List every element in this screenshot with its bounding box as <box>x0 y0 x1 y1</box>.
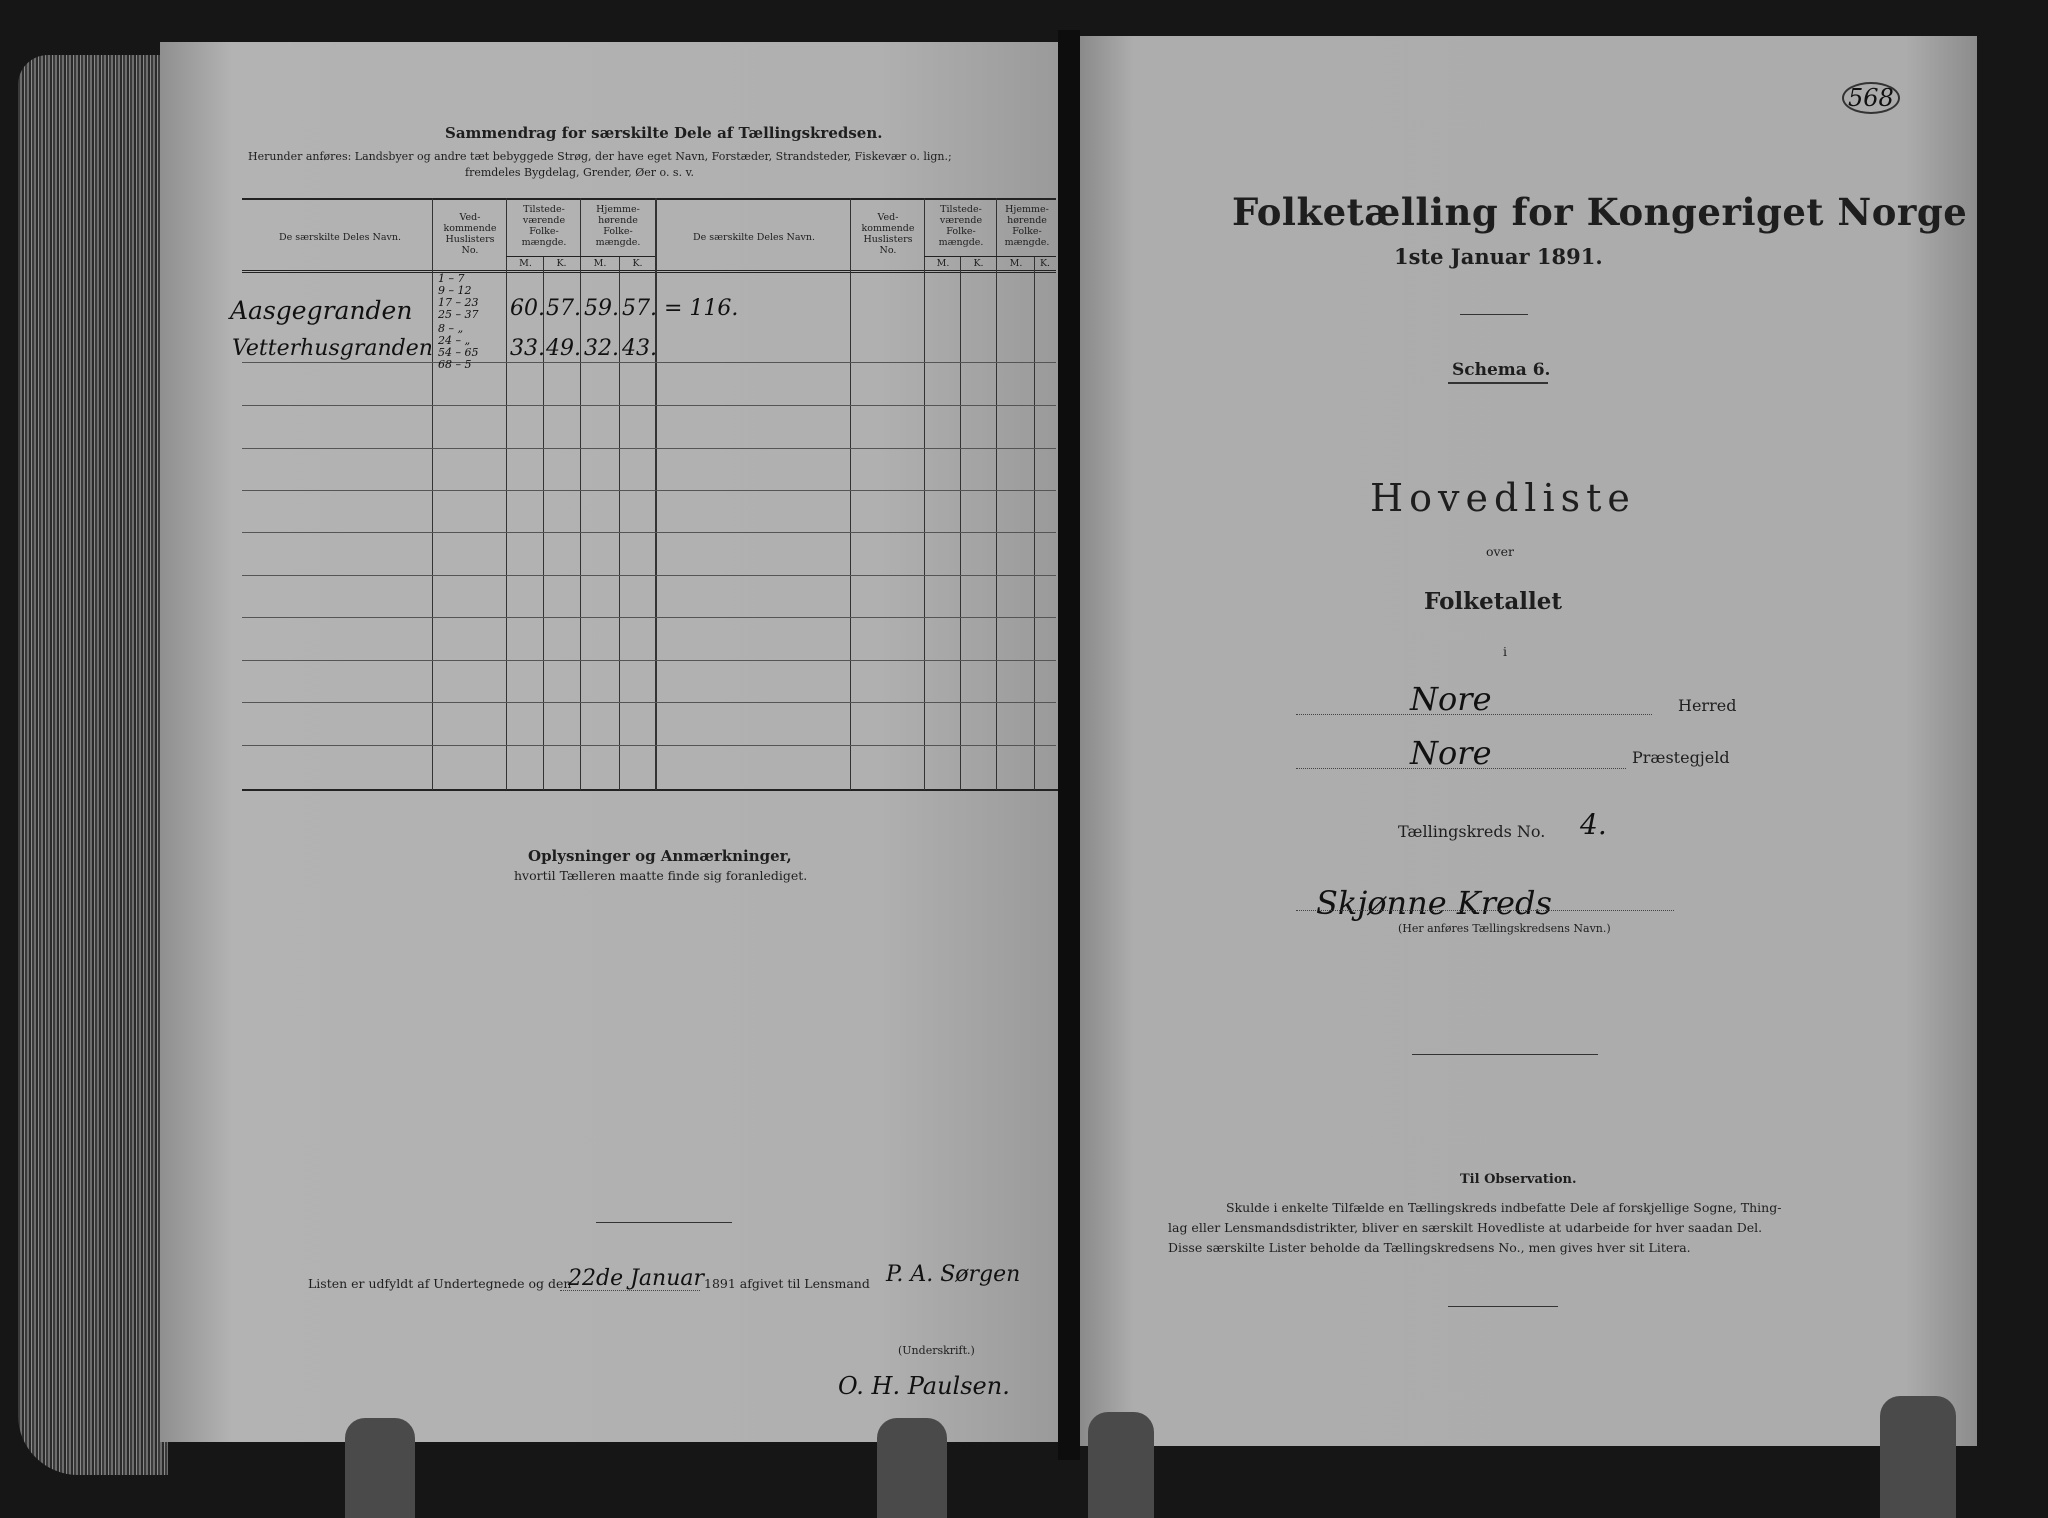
i-text: i <box>1503 644 1507 659</box>
book-spine <box>1058 30 1080 1460</box>
schema-underline <box>1448 382 1548 384</box>
table-row-1-note: = 116. <box>664 296 739 321</box>
table-row-2-present-k: 49. <box>546 336 581 361</box>
header-present: Tilstede- værende Folke- mængde. <box>521 204 567 248</box>
hovedliste-title: Hovedliste <box>1370 476 1636 520</box>
signature: O. H. Paulsen. <box>838 1372 1010 1400</box>
observation-line-2: lag eller Lensmandsdistrikter, bliver en særskilt Hovedliste at udarbeide for hver saadan Del. <box>1168 1220 1763 1235</box>
header-resident: Hjemme- hørende Folke- mængde. <box>595 204 641 248</box>
mid-rule <box>1412 1054 1598 1055</box>
observation-title: Til Observation. <box>1460 1172 1577 1187</box>
table-row-1-resident-k: 57. <box>622 296 657 321</box>
table-row-1-lists-a: 1 – 7 <box>438 272 465 285</box>
header-present-m: M. <box>519 258 532 269</box>
header-name-2: De særskilte Deles Navn. <box>692 232 816 243</box>
right-page-clip-2 <box>1880 1396 1956 1518</box>
table-row-2-resident-m: 32. <box>584 336 619 361</box>
table-row-1-present-m: 60. <box>510 296 545 321</box>
title-rule <box>1460 314 1528 315</box>
table-row-1-present-k: 57. <box>546 296 581 321</box>
herred-label: Herred <box>1678 696 1737 715</box>
header-resident-k-2: K. <box>1039 258 1051 269</box>
header-lists-2: Ved- kommende Huslisters No. <box>861 212 915 256</box>
kreds-name-line <box>1296 910 1674 911</box>
over-text: over <box>1486 544 1514 559</box>
prestegjeld-line <box>1296 768 1626 769</box>
header-present-2: Tilstede- værende Folke- mængde. <box>938 204 984 248</box>
bottom-rule <box>1448 1306 1558 1307</box>
footer-lensmand: P. A. Sørgen <box>886 1262 1021 1287</box>
right-page-clip <box>1088 1412 1154 1518</box>
header-name: De særskilte Deles Navn. <box>278 232 402 243</box>
folketallet-title: Folketallet <box>1424 588 1562 615</box>
table-row-2-lists-c: 54 – 65 <box>438 346 479 359</box>
footer-date: 22de Januar <box>568 1266 704 1291</box>
header-present-k: K. <box>556 258 567 269</box>
table-row-1-lists-b: 9 – 12 <box>438 284 472 297</box>
remarks-end-rule <box>596 1222 732 1223</box>
remarks-title: Oplysninger og Anmærkninger, <box>528 847 792 865</box>
document-title: Folketælling for Kongeriget Norge <box>1232 190 1968 234</box>
kreds-name-label: (Her anføres Tællingskredsens Navn.) <box>1398 922 1611 935</box>
herred-line <box>1296 714 1652 715</box>
table-row-1-lists-c: 17 – 23 <box>438 296 479 309</box>
left-page-clip-2 <box>877 1418 947 1518</box>
table-row-1-name: Aasgegranden <box>230 296 413 325</box>
prestegjeld-label: Præstegjeld <box>1632 748 1730 767</box>
header-present-k-2: K. <box>973 258 984 269</box>
header-resident-m: M. <box>593 258 607 269</box>
observation-line-3: Disse særskilte Lister beholde da Tællingskredsens No., men gives hver sit Litera. <box>1168 1240 1691 1255</box>
book-page-edges <box>18 55 168 1475</box>
header-lists: Ved- kommende Huslisters No. <box>443 212 497 256</box>
remarks-subtitle: hvortil Tælleren maatte finde sig foranlediget. <box>514 868 808 883</box>
kreds-number: 4. <box>1580 808 1607 841</box>
footer-text: Listen er udfyldt af Undertegnede og den <box>308 1276 572 1291</box>
schema-label: Schema 6. <box>1452 360 1551 380</box>
prestegjeld-value: Nore <box>1410 734 1492 772</box>
footer-year: 1891 afgivet til Lensmand <box>704 1276 870 1291</box>
table-row-2-lists-a: 8 – „ <box>438 322 464 335</box>
summary-title: Sammendrag for særskilte Dele af Tællingskredsen. <box>445 124 883 142</box>
signature-label: (Underskrift.) <box>898 1344 975 1357</box>
kreds-label: Tællingskreds No. <box>1398 822 1546 841</box>
header-present-m-2: M. <box>936 258 950 269</box>
table-row-2-resident-k: 43. <box>622 336 657 361</box>
kreds-name: Skjønne Kreds <box>1316 884 1552 922</box>
table-row-2-lists-b: 24 – „ <box>438 334 471 347</box>
table-row-2-name: Vetterhusgranden <box>232 336 433 361</box>
header-resident-2: Hjemme- hørende Folke- mængde. <box>1004 204 1050 248</box>
table-row-1-resident-m: 59. <box>584 296 619 321</box>
summary-intro-1: Herunder anføres: Landsbyer og andre tæt bebyggede Strøg, der have eget Navn, Forstæder, Strandsteder, Fiskevær o. lign.; <box>248 150 952 163</box>
herred-value: Nore <box>1410 680 1492 718</box>
table-row-2-lists-d: 68 – 5 <box>438 358 472 371</box>
header-resident-k: K. <box>632 258 643 269</box>
left-page-clip <box>345 1418 415 1518</box>
footer-date-line <box>560 1290 700 1291</box>
table-row-1-lists-d: 25 – 37 <box>438 308 479 321</box>
page-number: 568 <box>1842 82 1900 114</box>
header-resident-m-2: M. <box>1009 258 1023 269</box>
table-row-2-present-m: 33. <box>510 336 545 361</box>
observation-line-1: Skulde i enkelte Tilfælde en Tællingskreds indbefatte Dele af forskjellige Sogne, Thing- <box>1226 1200 1782 1215</box>
document-date: 1ste Januar 1891. <box>1394 244 1603 269</box>
summary-intro-2: fremdeles Bygdelag, Grender, Øer o. s. v. <box>465 166 694 179</box>
